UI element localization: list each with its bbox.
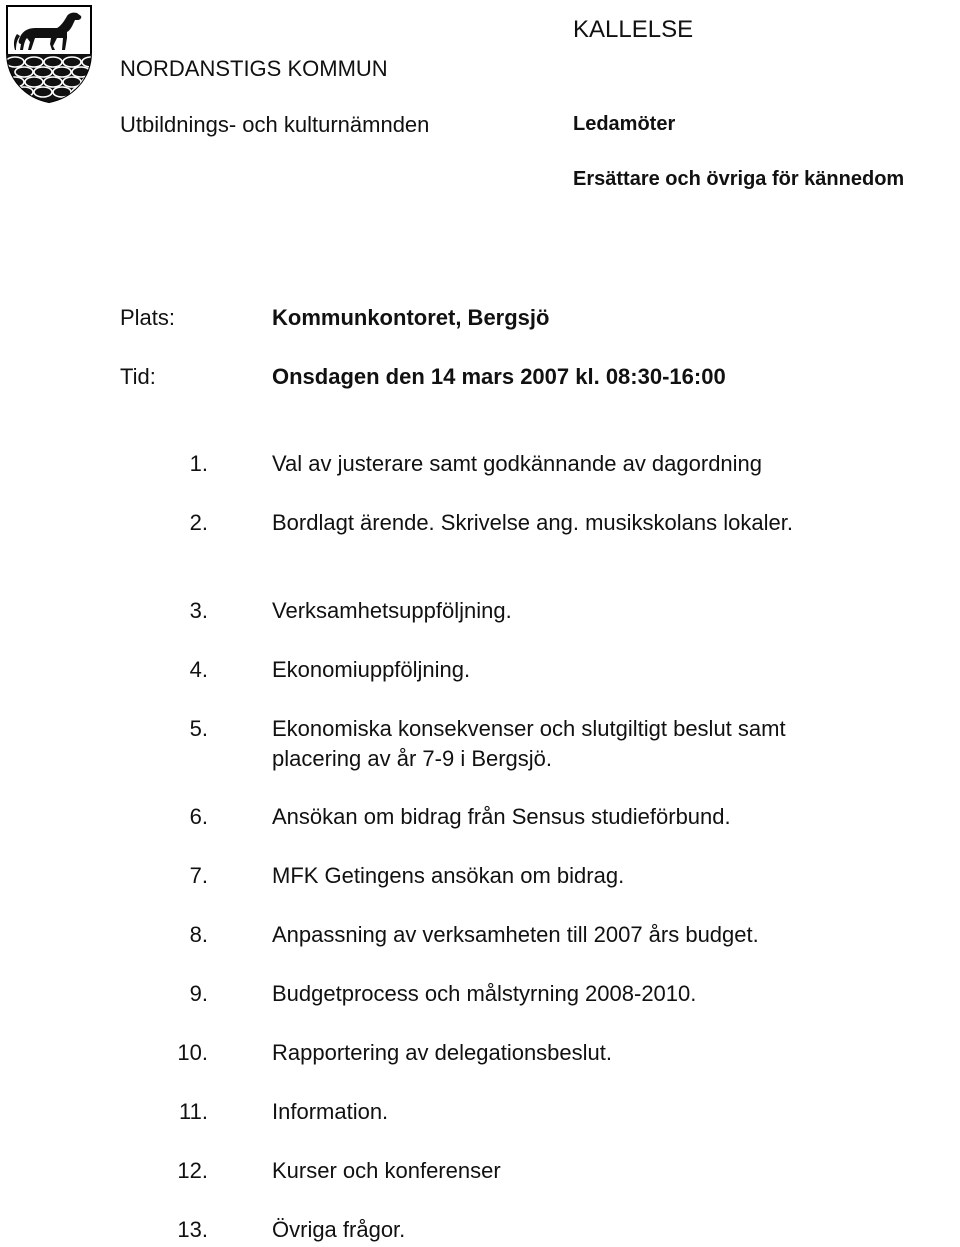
agenda-item-number: 7. [189,863,208,888]
agenda-item-text: Verksamhetsuppföljning. [272,598,512,623]
time-label: Tid: [120,364,156,389]
agenda-item-number: 9. [189,981,208,1006]
coat-of-arms-icon [5,4,93,104]
agenda-item-text: Val av justerare samt godkännande av dagordning [272,451,763,476]
municipality-name: NORDANSTIGS KOMMUN [120,56,388,81]
recipient-line-substitutes: Ersättare och övriga för kännedom [573,168,905,190]
agenda-item-number: 4. [189,657,208,682]
agenda-item-text: MFK Getingens ansökan om bidrag. [272,863,625,888]
agenda-item-text: Anpassning av verksamheten till 2007 års budget. [272,922,759,947]
agenda-item-number: 5. [189,716,208,741]
agenda-item-text: Budgetprocess och målstyrning 2008-2010. [272,981,697,1006]
place-value: Kommunkontoret, Bergsjö [272,305,550,330]
agenda-item-text: Kurser och konferenser [272,1158,501,1183]
agenda-item-text: Ansökan om bidrag från Sensus studieförbund. [272,804,731,829]
agenda-item-number: 10. [177,1040,208,1065]
agenda-item-number: 2. [189,510,208,535]
document-type: KALLELSE [573,16,694,43]
agenda-item-number: 3. [189,598,208,623]
place-label: Plats: [120,305,176,330]
agenda-item-number: 11. [179,1099,208,1124]
agenda-item-number: 1. [189,451,208,476]
agenda-item-text: Övriga frågor. [272,1217,406,1242]
time-value: Onsdagen den 14 mars 2007 kl. 08:30-16:00 [272,364,726,389]
agenda-item-text: Information. [272,1099,389,1124]
agenda-item-text: Ekonomiska konsekvenser och slutgiltigt beslut samt placering av år 7-9 i Bergsjö. [272,716,786,771]
agenda-item-number: 6. [189,804,208,829]
agenda-item-text: Ekonomiuppföljning. [272,657,471,682]
recipient-line-members: Ledamöter [573,113,676,135]
committee-name: Utbildnings- och kulturnämnden [120,112,430,137]
agenda-item-number: 8. [189,922,208,947]
agenda-item-number: 13. [177,1217,208,1242]
agenda-item-text: Bordlagt ärende. Skrivelse ang. musikskolans lokaler. [272,510,793,535]
agenda-item-number: 12. [177,1158,208,1183]
agenda-item-text: Rapportering av delegationsbeslut. [272,1040,613,1065]
